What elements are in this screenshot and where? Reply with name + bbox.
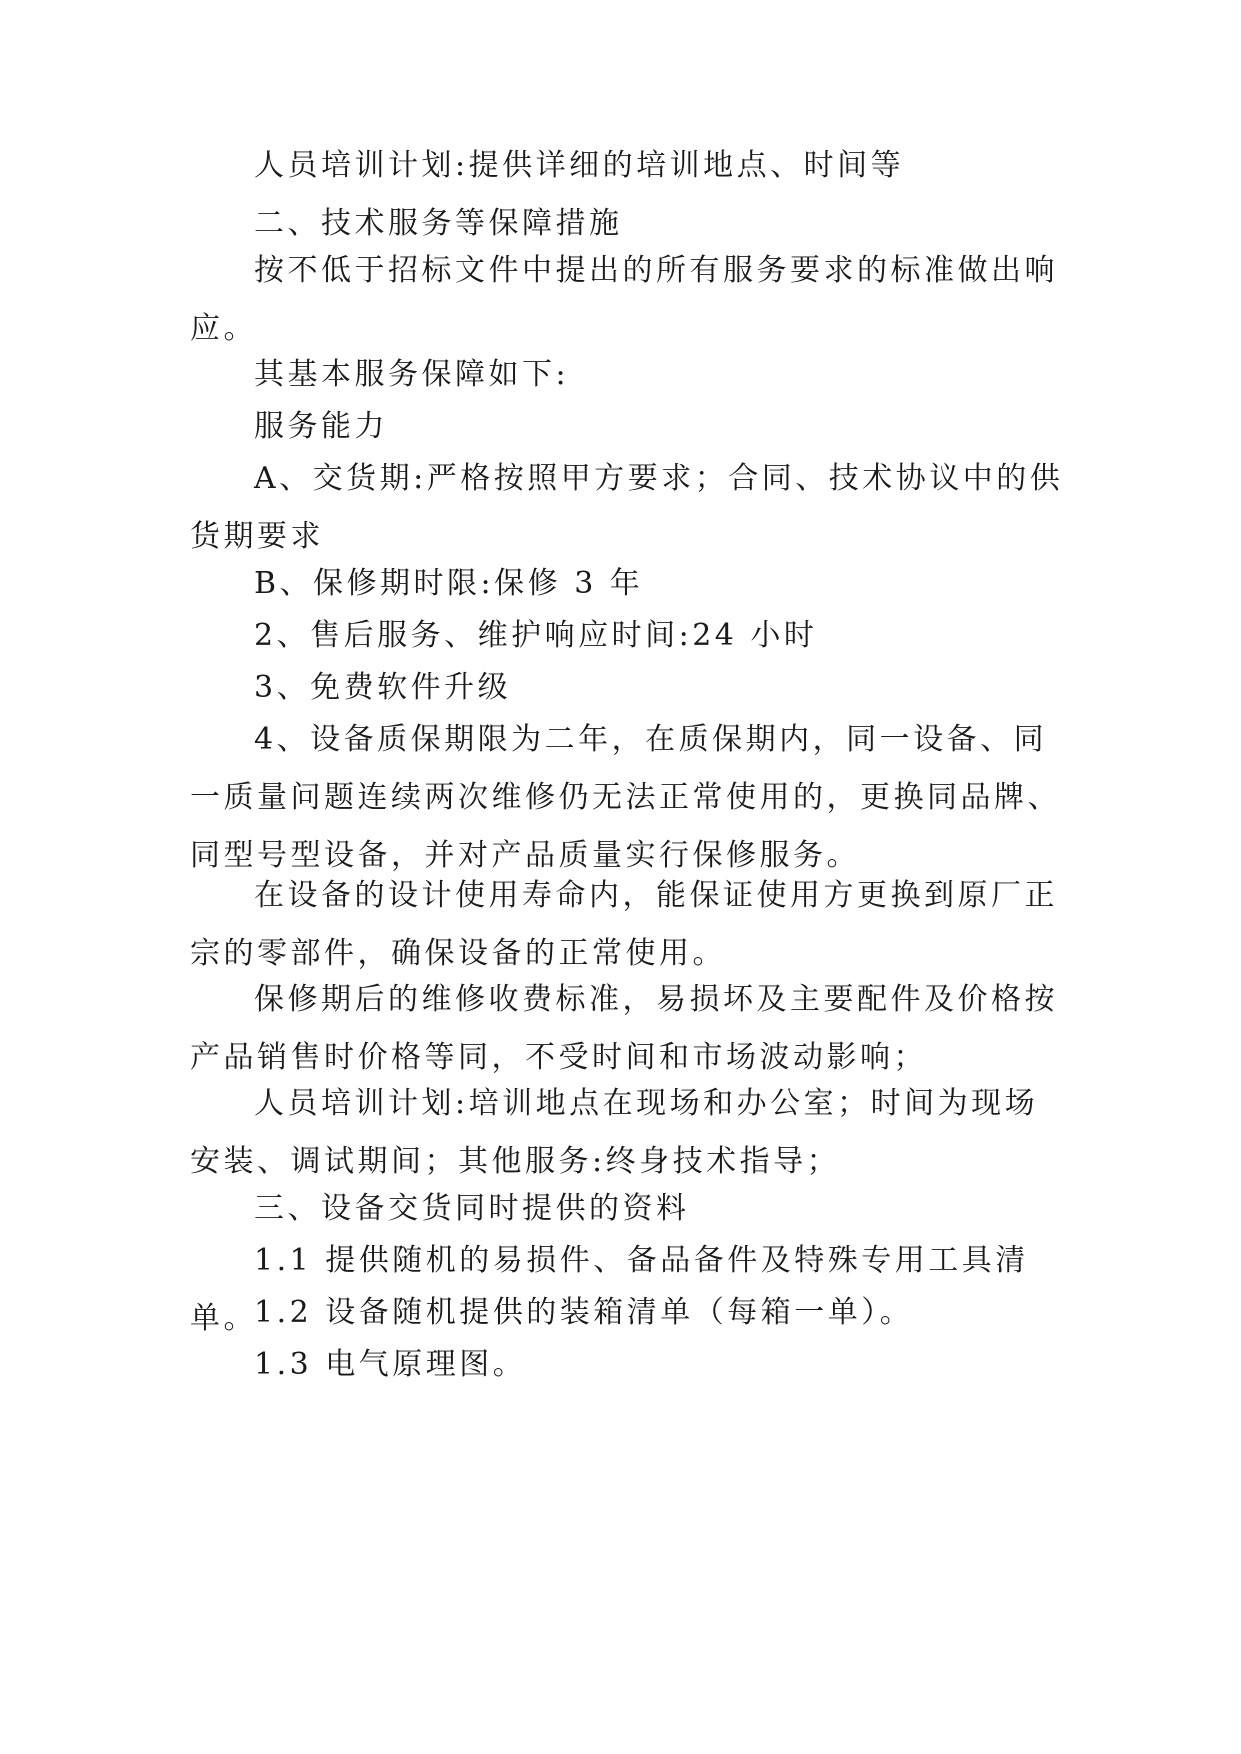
paragraph-original-parts: 在设备的设计使用寿命内，能保证使用方更换到原厂正宗的零部件，确保设备的正常使用。 <box>190 878 1058 971</box>
paragraph-warranty-period: B、保修期时限:保修 3 年 <box>254 566 644 601</box>
list-item-packing-list: 1.2 设备随机提供的装箱清单（每箱一单）。 <box>254 1295 914 1330</box>
paragraph-after-sales-response: 2、售后服务、维护响应时间:24 小时 <box>254 618 818 653</box>
paragraph-basic-guarantee-intro: 其基本服务保障如下: <box>254 357 570 392</box>
list-item-electrical-diagram: 1.3 电气原理图。 <box>254 1347 527 1382</box>
paragraph-post-warranty-fees: 保修期后的维修收费标准，易损坏及主要配件及价格按产品销售时价格等同，不受时间和市场波动影响； <box>190 982 1058 1075</box>
subheading-service-capability: 服务能力 <box>254 409 388 444</box>
paragraph-quality-warranty: 4、设备质保期限为二年，在质保期内，同一设备、同一质量问题连续两次维修仍无法正常使用的，更换同品牌、同型号型设备，并对产品质量实行保修服务。 <box>190 722 1061 873</box>
paragraph-training-plan-detail: 人员培训计划:培训地点在现场和办公室；时间为现场安装、调试期间；其他服务:终身技术指导； <box>190 1086 1039 1179</box>
paragraph-training-plan-summary: 人员培训计划:提供详细的培训地点、时间等 <box>254 148 905 183</box>
section-heading-service-guarantee: 二、技术服务等保障措施 <box>254 206 623 241</box>
paragraph-software-upgrade: 3、免费软件升级 <box>254 670 512 705</box>
paragraph-response-standard: 按不低于招标文件中提出的所有服务要求的标准做出响应。 <box>190 253 1058 346</box>
list-item-spare-parts-list: 1.1 提供随机的易损件、备品备件及特殊专用工具清单。 <box>190 1243 1029 1336</box>
paragraph-delivery-period: A、交货期:严格按照甲方要求；合同、技术协议中的供货期要求 <box>190 461 1064 554</box>
section-heading-delivery-documents: 三、设备交货同时提供的资料 <box>254 1191 690 1226</box>
